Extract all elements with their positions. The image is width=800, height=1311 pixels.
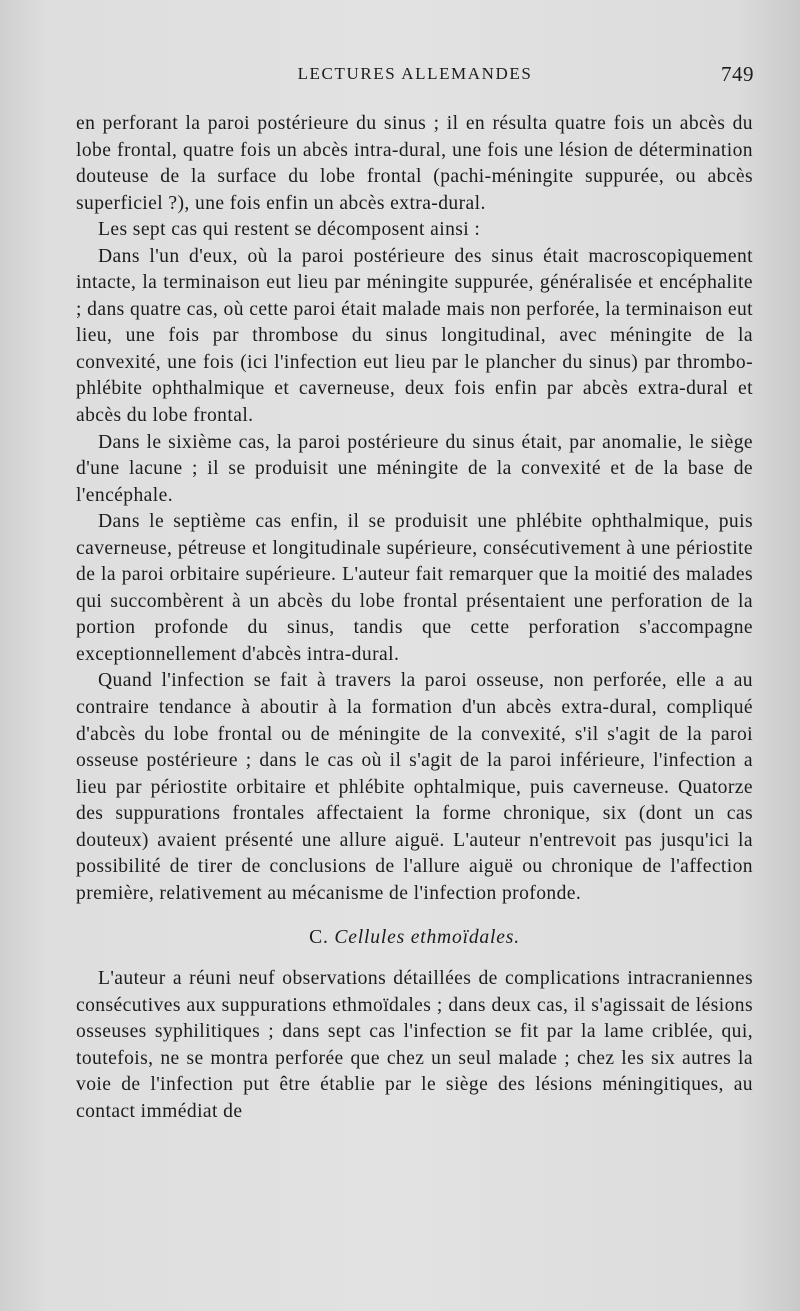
paragraph: Les sept cas qui restent se décomposent ainsi : — [98, 219, 481, 241]
paragraph: Dans le septième cas enfin, il se produisit une phlébite ophthalmique, puis caverneuse, pétreuse et longitudinale supérieure, consécutivement à une périostite de la paroi orbitaire supérieure. L'auteur fait remarquer que la moitié des malades qui succombèrent à un abcès du lobe frontal présentaient une perforation de la portion profonde du sinus, tandis que cette perforation s'accompagne exceptionnellement d'abcès intra-dural. — [76, 511, 753, 665]
running-title: LECTURES ALLEMANDES — [297, 64, 533, 83]
paragraph: L'auteur a réuni neuf observations détaillées de complications intracraniennes consécutives aux suppurations ethmoïdales ; dans deux cas, il s'agissait de lésions osseuses syphilitiques ; dans sept cas l'infection se fit par la lame criblée, qui, toutefois, ne se montra perforée que chez un seul malade ; chez les six autres la voie de l'infection put être établie par le siège des lésions méningitiques, au contact immédiat de — [76, 967, 753, 1122]
paragraph: Quand l'infection se fait à travers la paroi osseuse, non perforée, elle a au contraire tendance à aboutir à la formation d'un abcès extra-dural, compliqué d'abcès du lobe frontal ou de méningite de la convexité, s'il s'agit de la paroi osseuse postérieure ; dans le cas où il s'agit de la paroi inférieure, l'infection a lieu par périostite orbitaire et phlébite ophtalmique, puis caverneuse. Quatorze des suppurations frontales affectaient la forme chronique, six (dont un cas douteux) avaient présenté une allure aiguë. L'auteur n'entrevoit pas jusqu'ici la possibilité de tirer de conclusions de l'allure aiguë ou chronique de l'affection première, relativement au mécanisme de l'infection profonde. — [76, 670, 753, 904]
section-heading — [76, 925, 753, 952]
section-title: Cellules ethmoïdales. — [334, 927, 520, 949]
paragraph: Dans le sixième cas, la paroi postérieure du sinus était, par anomalie, le siège d'une lacune ; il se produisit une méningite de la convexité et de la base de l'encéphale. — [76, 431, 753, 506]
paragraph: Dans l'un d'eux, où la paroi postérieure des sinus était macroscopiquement intacte, la terminaison eut lieu par méningite suppurée, généralisée et encéphalite ; dans quatre cas, où cette paroi était malade mais non perforée, la terminaison eut lieu, une fois par thrombose du sinus longitudinal, avec méningite de la convexité, une fois (ici l'infection eut lieu par le plancher du sinus) par thrombo-phlébite ophthalmique et caverneuse, deux fois enfin par abcès extra-dural et abcès du lobe frontal. — [76, 245, 753, 427]
paragraph-continuation: en perforant la paroi postérieure du sinus ; il en résulta quatre fois un abcès du lobe frontal, quatre fois un abcès intra-dural, une fois une lésion de détermination douteuse de la surface du lobe frontal (pachi-méningite suppurée, ou abcès superficiel ?), une fois enfin un abcès extra-dural. — [76, 113, 753, 214]
section-letter: C. — [309, 927, 329, 949]
page-number: 749 — [721, 62, 754, 86]
body-text — [76, 111, 753, 1125]
running-head — [76, 62, 754, 88]
